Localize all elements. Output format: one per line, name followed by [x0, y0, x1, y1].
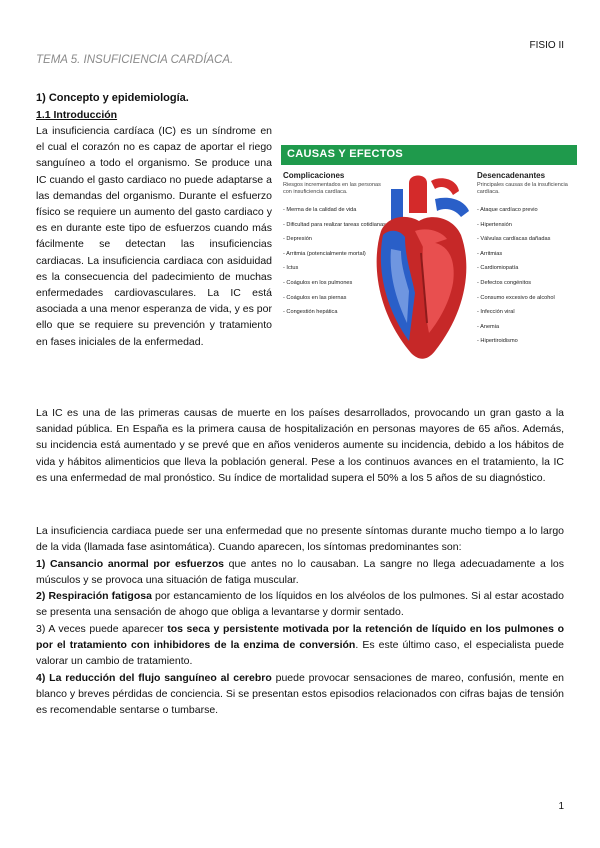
list-item: - Dificultad para realizar tareas cotidianas [283, 221, 386, 228]
list-item: - Arritmias [477, 250, 503, 257]
causes-effects-figure [281, 145, 577, 370]
subsection-title: 1.1 Introducción [36, 109, 118, 121]
page-number: 1 [558, 801, 564, 812]
course-label: FISIO II [529, 40, 564, 51]
list-item: - Arritmia (potencialmente mortal) [283, 250, 366, 257]
list-item: - Ictus [283, 265, 299, 272]
list-item: - Coágulos en las piernas [283, 294, 347, 301]
symptom-1: 1) Cansancio anormal por esfuerzos que antes no lo causaban. La sangre no llega adecuadamente a los músculos y se provoca una situación de fatiga muscular. [36, 558, 564, 587]
symptom-3: 3) A veces puede aparecer tos seca y persistente motivada por la retención de líquido en los pulmones o por el tratamiento con inhibidores de la enzima de conversión. Es este último caso, el especialista puede valorar un cambio de tratamiento. [36, 623, 565, 668]
list-item: - Coágulos en los pulmones [283, 279, 353, 286]
topic-title: TEMA 5. INSUFICIENCIA CARDÍACA. [36, 54, 234, 66]
list-item: - Defectos congénitos [477, 279, 532, 286]
list-item: - Congestión hepática [283, 309, 338, 316]
symptom-2: 2) Respiración fatigosa por estancamiento de los líquidos en los alvéolos de los pulmones. Si al estar acostado se presenta una sensación de ahogo que obliga a levantarse y dormir sentado. [36, 590, 564, 619]
intro-paragraph: La insuficiencia cardíaca (IC) es un síndrome en el cual el corazón no es capaz de aportar el riego sanguíneo a todo el organismo. Se produce una IC cuando el gasto cardiaco no puede adaptarse a las demandas del organismo. Durante el esfuerzo físico se requiere un aumento del gasto cardiaco y es en durante este tipo de esfuerzos cuando más fácilmente se detectan las insuficiencias cardiacas. La insuficiencia cardiaca con asiduidad es la consecuencia del padecimiento de muchas enfermedades cardiovasculares. La IC está asociada a una menor esperanza de vida, y es por ello que se requiere su prevención y tratamiento en fases iniciales de la enfermedad. [36, 125, 272, 348]
symptoms-intro-paragraph: La insuficiencia cardiaca puede ser una enfermedad que no presente síntomas durante mucho tiempo a lo largo de la vida (llamada fase asintomática). Cuando aparecen, los síntomas predominantes son: [36, 525, 564, 554]
mortality-paragraph: La IC es una de las primeras causas de muerte en los países desarrollados, provocando un gran gasto a la sanidad pública. En España es la primera causa de hospitalización en personas mayores de 65 años. Además, su incidencia está aumentado y se prevé que en años venideros aumente su incidencia, debido a los hábitos de vida y hábitos alimenticios que lleva la población general. Pese a los continuos avances en el tratamiento, la IC es una enfermedad de mal pronóstico. Su índice de mortalidad supera el 50% a los 5 años de su diagnóstico. [36, 407, 564, 484]
section-title: 1) Concepto y epidemiología. [36, 92, 189, 104]
list-item: - Merma de la calidad de vida [283, 207, 357, 213]
list-item: - Válvulas cardíacas dañadas [477, 236, 551, 243]
complications-subtitle: Riesgos incrementados en las personas con insuficiencia cardíaca. [283, 182, 381, 195]
triggers-subtitle: Principales causas de la insuficiencia cardíaca. [477, 182, 568, 195]
triggers-title: Desencadenantes [477, 171, 546, 180]
heart-illustration [361, 173, 481, 368]
list-item: - Cardiomiopatía [477, 265, 519, 272]
list-item: - Hipertiroidismo [477, 338, 518, 345]
triggers-list [477, 207, 555, 353]
list-item: - Consumo excesivo de alcohol [477, 294, 555, 301]
symptom-4: 4) La reducción del flujo sanguíneo al cerebro puede provocar sensaciones de mareo, confusión, mente en blanco y breves pérdidas de conciencia. Si se presentan estos episodios relacionados con cifras bajas de tensión es recomendable sentarse o tumbarse. [36, 672, 564, 717]
figure-title: CAUSAS Y EFECTOS [287, 148, 404, 160]
list-item: - Infección viral [477, 309, 515, 316]
complications-title: Complicaciones [283, 171, 345, 180]
list-item: - Depresión [283, 236, 312, 243]
list-item: - Ataque cardíaco previo [477, 207, 538, 213]
list-item: - Anemia [477, 323, 500, 330]
list-item: - Hipertensión [477, 221, 512, 228]
